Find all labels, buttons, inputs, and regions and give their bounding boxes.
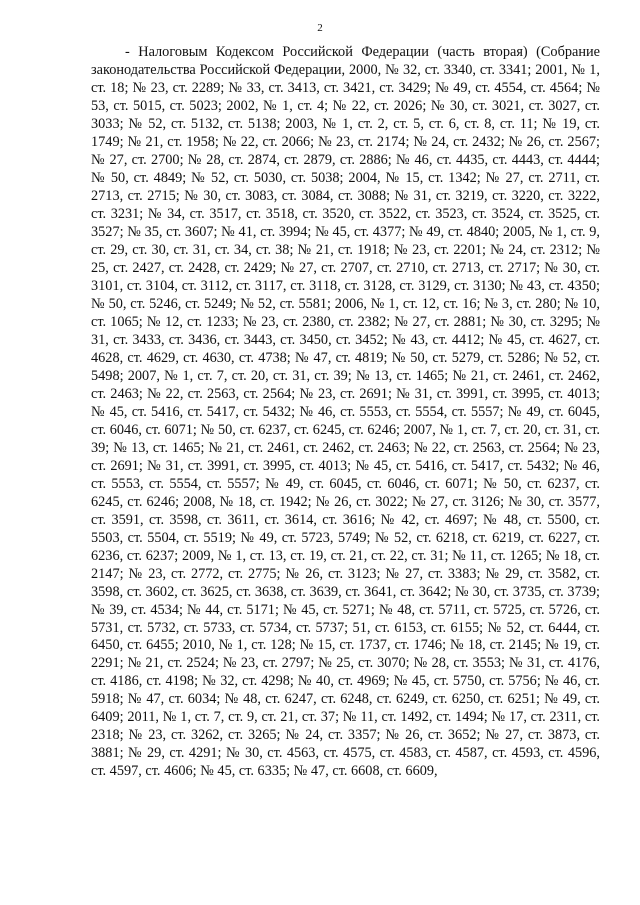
page-number: 2 (317, 22, 323, 34)
body-paragraph: - Налоговым Кодексом Российской Федерации (часть вторая) (Собрание законодательства Российской Федерации, 2000, № 32, ст. 3340, ст. 3341; 2001, № 1, ст. 18; № 23, ст. 2289; № 33, ст. 3413, ст. 3421, ст. 3429; № 49, ст. 4554, ст. 4564; № 53, ст. 5015, ст. 5023; 2002, № 1, ст. 4; № 22, ст. 2026; № 30, ст. 3021, ст. 3027, ст. 3033; № 52, ст. 5132, ст. 5138; 2003, № 1, ст. 2, ст. 5, ст. 6, ст. 8, ст. 11; № 19, ст. 1749; № 21, ст. 1958; № 22, ст. 2066; № 23, ст. 2174; № 24, ст. 2432; № 26, ст. 2567; № 27, ст. 2700; № 28, ст. 2874, ст. 2879, ст. 2886; № 46, ст. 4435, ст. 4443, ст. 4444; № 50, ст. 4849; № 52, ст. 5030, ст. 5038; 2004, № 15, ст. 1342; № 27, ст. 2711, ст. 2713, ст. 2715; № 30, ст. 3083, ст. 3084, ст. 3088; № 31, ст. 3219, ст. 3220, ст. 3222, ст. 3231; № 34, ст. 3517, ст. 3518, ст. 3520, ст. 3522, ст. 3523, ст. 3524, ст. 3525, ст. 3527; № 35, ст. 3607; № 41, ст. 3994; № 45, ст. 4377; № 49, ст. 4840; 2005, № 1, ст. 9, ст. 29, ст. 30, ст. 31, ст. 34, ст. 38; № 21, ст. 1918; № 23, ст. 2201; № 24, ст. 2312; № 25, ст. 2427, ст. 2428, ст. 2429; № 27, ст. 2707, ст. 2710, ст. 2713, ст. 2717; № 30, ст. 3101, ст. 3104, ст. 3112, ст. 3117, ст. 3118, ст. 3128, ст. 3129, ст. 3130; № 43, ст. 4350; № 50, ст. 5246, ст. 5249; № 52, ст. 5581; 2006, № 1, ст. 12, ст. 16; № 3, ст. 280; № 10, ст. 1065; № 12, ст. 1233; № 23, ст. 2380, ст. 2382; № 27, ст. 2881; № 30, ст. 3295; № 31, ст. 3433, ст. 3436, ст. 3443, ст. 3450, ст. 3452; № 43, ст. 4412; № 45, ст. 4627, ст. 4628, ст. 4629, ст. 4630, ст. 4738; № 47, ст. 4819; № 50, ст. 5279, ст. 5286; № 52, ст. 5498; 2007, № 1, ст. 7, ст. 20, ст. 31, ст. 39; № 13, ст. 1465; № 21, ст. 2461, ст. 2462, ст. 2463; № 22, ст. 2563, ст. 2564; № 23, ст. 2691; № 31, ст. 3991, ст. 3995, ст. 4013; № 45, ст. 5416, ст. 5417, ст. 5432; № 46, ст. 5553, ст. 5554, ст. 5557; № 49, ст. 6045, ст. 6046, ст. 6071; № 50, ст. 6237, ст. 6245, ст. 6246; 2007, № 1, ст. 7, ст. 20, ст. 31, ст. 39; № 13, ст. 1465; № 21, ст. 2461, ст. 2462, ст. 2463; № 22, ст. 2563, ст. 2564; № 23, ст. 2691; № 31, ст. 3991, ст. 3995, ст. 4013; № 45, ст. 5416, ст. 5417, ст. 5432; № 46, ст. 5553, ст. 5554, ст. 5557; № 49, ст. 6045, ст. 6046, ст. 6071; № 50, ст. 6237, ст. 6245, ст. 6246; 2008, № 18, ст. 1942; № 26, ст. 3022; № 27, ст. 3126; № 30, ст. 3577, ст. 3591, ст. 3598, ст. 3611, ст. 3614, ст. 3616; № 42, ст. 4697; № 48, ст. 5500, ст. 5503, ст. 5504, ст. 5519; № 49, ст. 5723, 5749; № 52, ст. 6218, ст. 6219, ст. 6227, ст. 6236, ст. 6237; 2009, № 1, ст. 13, ст. 19, ст. 21, ст. 22, ст. 31; № 11, ст. 1265; № 18, ст. 2147; № 23, ст. 2772, ст. 2775; № 26, ст. 3123; № 27, ст. 3383; № 29, ст. 3582, ст. 3598, ст. 3602, ст. 3625, ст. 3638, ст. 3639, ст. 3641, ст. 3642; № 30, ст. 3735, ст. 3739; № 39, ст. 4534; № 44, ст. 5171; № 45, ст. 5271; № 48, ст. 5711, ст. 5725, ст. 5726, ст. 5731, ст. 5732, ст. 5733, ст. 5734, ст. 5737; 51, ст. 6153, ст. 6155; № 52, ст. 6444, ст. 6450, ст. 6455; 2010, № 1, ст. 128; № 15, ст. 1737, ст. 1746; № 18, ст. 2145; № 19, ст. 2291; № 21, ст. 2524; № 23, ст. 2797; № 25, ст. 3070; № 28, ст. 3553; № 31, ст. 4176, ст. 4186, ст. 4198; № 32, ст. 4298; № 40, ст. 4969; № 45, ст. 5750, ст. 5756; № 46, ст. 5918; № 47, ст. 6034; № 48, ст. 6247, ст. 6248, ст. 6249, ст. 6250, ст. 6251; № 49, ст. 6409; 2011, № 1, ст. 7, ст. 9, ст. 21, ст. 37; № 11, ст. 1492, ст. 1494; № 17, ст. 2311, ст. 2318; № 23, ст. 3262, ст. 3265; № 24, ст. 3357; № 26, ст. 3652; № 27, ст. 3873, ст. 3881; № 29, ст. 4291; № 30, ст. 4563, ст. 4575, ст. 4583, ст. 4587, ст. 4593, ст. 4596, ст. 4597, ст. 4606; № 45, ст. 6335; № 47, ст. 6608, ст. 6609, (91, 44, 600, 780)
